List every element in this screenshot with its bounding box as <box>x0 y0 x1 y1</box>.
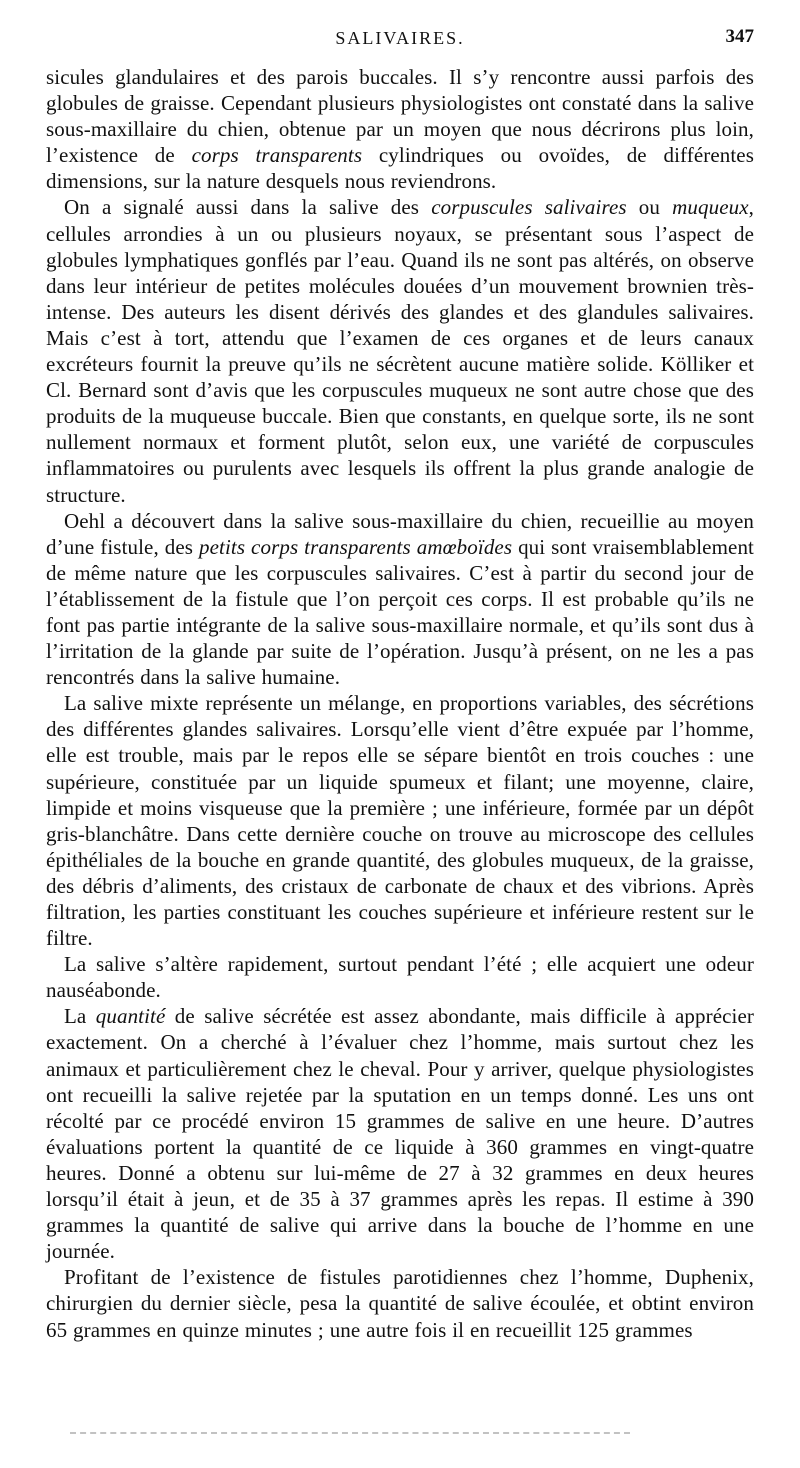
italic-text: corps transparents <box>191 143 363 168</box>
text-segment: La <box>64 1004 96 1029</box>
footer-rule <box>70 1432 630 1434</box>
running-title: SALIVAIRES. <box>335 28 465 48</box>
page-number: 347 <box>725 26 754 47</box>
document-page <box>46 28 754 1343</box>
paragraph <box>46 1264 754 1342</box>
text-segment: Profitant de l’existence de fistules parotidiennes chez l’homme, Duphenix, chirurgien du dernier siècle, pesa la quantité de salive écoulée, et obtint environ 65 grammes en quinze minutes ; une autre fois il en recueillit 125 grammes <box>46 1265 754 1342</box>
text-segment: On a signalé aussi dans la salive des <box>64 195 432 220</box>
paragraph <box>46 194 754 507</box>
text-segment: Oehl a découvert dans la salive sous-maxillaire du chien, recueillie au moyen d’une fistule, des <box>46 508 754 559</box>
text-segment: cylindriques ou ovoïdes, de différentes dimensions, sur la nature desquels nous reviendrons. <box>46 143 754 194</box>
italic-text: muqueux <box>672 195 749 220</box>
paragraph <box>46 951 754 1003</box>
paragraph <box>46 508 754 691</box>
body-text <box>46 64 754 1343</box>
italic-text: quantité <box>95 1004 166 1029</box>
italic-text: corpuscules salivaires <box>431 195 627 220</box>
paragraph <box>46 690 754 951</box>
page-header <box>46 28 754 58</box>
text-segment: ou <box>626 195 673 220</box>
text-segment: La salive s’altère rapidement, surtout pendant l’été ; elle acquiert une odeur nauséabonde. <box>46 952 754 1003</box>
text-segment: , cellules arrondies à un ou plusieurs noyaux, se présentant sous l’aspect de globules lymphatiques gonflés par l’eau. Quand ils ne sont pas altérés, on observe dans leur intérieur de petites molécules douées d’un mouvement brownien très-intense. Des auteurs les disent dérivés des glandes et des glandules salivaires. Mais c’est à tort, attendu que l’examen de ces organes et de leurs canaux excréteurs fournit la preuve qu’ils ne sécrètent aucune matière solide. Kölliker et Cl. Bernard sont d’avis que les corpuscules muqueux ne sont autre chose que des produits de la muqueuse buccale. Bien que constants, en quelque sorte, ils ne sont nullement normaux et forment plutôt, selon eux, une variété de corpuscules inflammatoires ou purulents avec lesquels ils offrent la plus grande analogie de structure. <box>46 195 754 507</box>
paragraph <box>46 64 754 194</box>
italic-text: petits corps transparents amœboïdes <box>199 534 513 559</box>
paragraph <box>46 1003 754 1264</box>
text-segment: La salive mixte représente un mélange, en proportions variables, des sécrétions des différentes glandes salivaires. Lorsqu’elle vient d’être expuée par l’homme, elle est trouble, mais par le repos elle se sépare bientôt en trois couches : une supérieure, constituée par un liquide spumeux et filant; une moyenne, claire, limpide et moins visqueuse que la première ; une inférieure, formée par un dépôt gris-blanchâtre. Dans cette dernière couche on trouve au microscope des cellules épithéliales de la bouche en grande quantité, des globules muqueux, de la graisse, des débris d’aliments, des cristaux de carbonate de chaux et des vibrions. Après filtration, les parties constituant les couches supérieure et inférieure restent sur le filtre. <box>46 691 754 951</box>
text-segment: de salive sécrétée est assez abondante, mais difficile à apprécier exactement. On a cherché à l’évaluer chez l’homme, mais surtout chez les animaux et particulièrement chez le cheval. Pour y arriver, quelque physiologistes ont recueilli la salive rejetée par la sputation en un temps donné. Les uns ont récolté par ce procédé environ 15 grammes de salive en une heure. D’autres évaluations portent la quantité de ce liquide à 360 grammes en vingt-quatre heures. Donné a obtenu sur lui-même de 27 à 32 grammes en deux heures lorsqu’il était à jeun, et de 35 à 37 grammes après les repas. Il estime à 390 grammes la quantité de salive qui arrive dans la bouche de l’homme en une journée. <box>46 1004 754 1264</box>
text-segment: sicules glandulaires et des parois buccales. Il s’y rencontre aussi parfois des globules de graisse. Cependant plusieurs physiologistes ont constaté dans la salive sous-maxillaire du chien, obtenue par un moyen que nous décrirons plus loin, l’existence de <box>46 65 754 168</box>
text-segment: qui sont vraisemblablement de même nature que les corpuscules salivaires. C’est à partir du second jour de l’établissement de la fistule que l’on perçoit ces corps. Il est probable qu’ils ne font pas partie intégrante de la salive sous-maxillaire normale, et qu’ils sont dus à l’irritation de la glande par suite de l’opération. Jusqu’à présent, on ne les a pas rencontrés dans la salive humaine. <box>46 534 754 690</box>
